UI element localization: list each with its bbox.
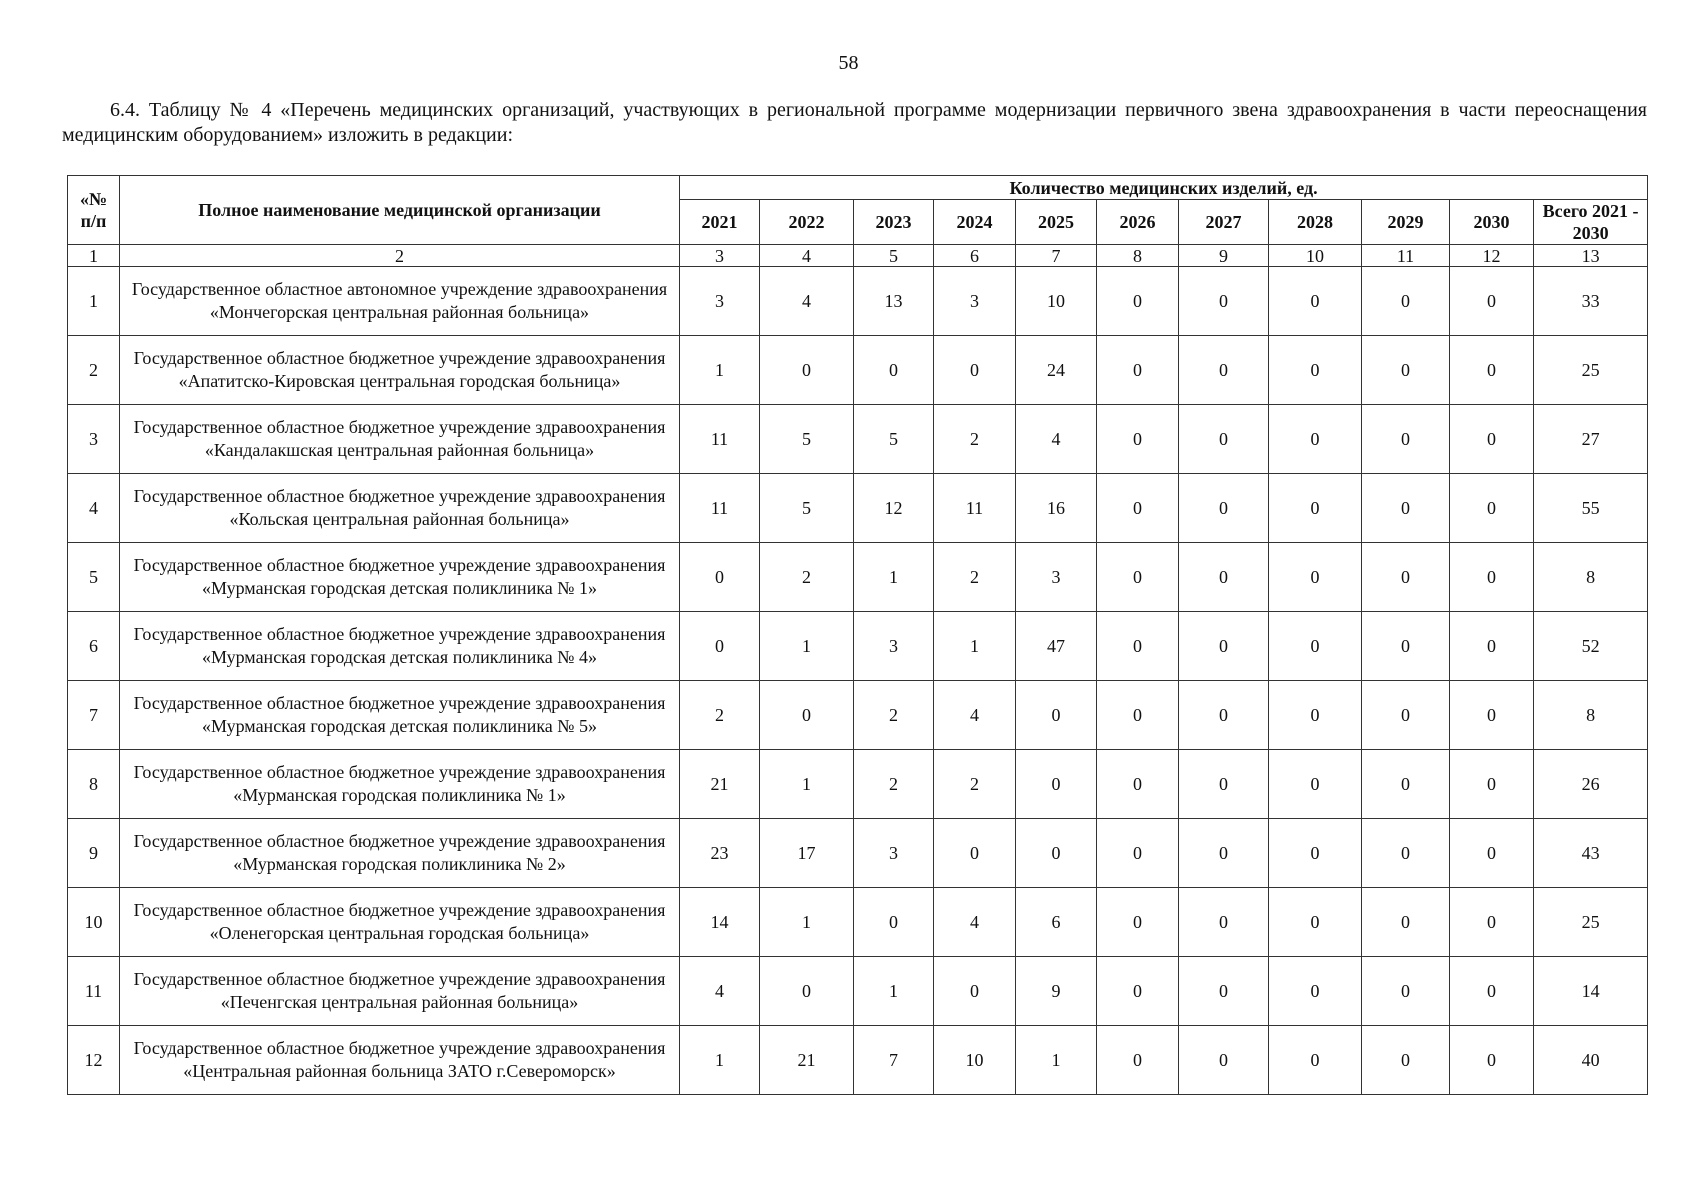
year-value-cell: 0	[1097, 474, 1179, 543]
column-number: 8	[1097, 245, 1179, 267]
year-value-cell: 0	[1269, 474, 1362, 543]
total-cell: 27	[1534, 405, 1648, 474]
year-value-cell: 0	[1362, 819, 1450, 888]
year-value-cell: 2	[854, 681, 934, 750]
year-value-cell: 0	[1269, 957, 1362, 1026]
year-value-cell: 0	[1097, 681, 1179, 750]
year-value-cell: 1	[680, 1026, 760, 1095]
row-number: 9	[68, 819, 120, 888]
year-value-cell: 4	[680, 957, 760, 1026]
year-value-cell: 2	[760, 543, 854, 612]
year-value-cell: 0	[1362, 405, 1450, 474]
year-value-cell: 0	[1179, 1026, 1269, 1095]
year-value-cell: 0	[760, 957, 854, 1026]
table-row	[68, 819, 1648, 888]
year-value-cell: 11	[680, 474, 760, 543]
year-value-cell: 4	[760, 267, 854, 336]
organization-name: Государственное областное бюджетное учреждение здравоохранения «Мурманская городская детская поликлиника № 1»	[120, 543, 680, 612]
year-value-cell: 0	[1269, 750, 1362, 819]
year-value-cell: 4	[934, 681, 1016, 750]
header-year: 2021	[680, 200, 760, 245]
header-year: 2026	[1097, 200, 1179, 245]
year-value-cell: 0	[1097, 888, 1179, 957]
year-value-cell: 0	[934, 336, 1016, 405]
year-value-cell: 0	[1179, 957, 1269, 1026]
medical-organizations-table	[67, 175, 1648, 1095]
table-row	[68, 267, 1648, 336]
year-value-cell: 13	[854, 267, 934, 336]
year-value-cell: 0	[1450, 957, 1534, 1026]
header-year: 2022	[760, 200, 854, 245]
organization-name: Государственное областное бюджетное учреждение здравоохранения «Кольская центральная районная больница»	[120, 474, 680, 543]
year-value-cell: 0	[1362, 888, 1450, 957]
column-number: 3	[680, 245, 760, 267]
year-value-cell: 0	[1362, 957, 1450, 1026]
year-value-cell: 7	[854, 1026, 934, 1095]
intro-paragraph: 6.4. Таблицу № 4 «Перечень медицинских организаций, участвующих в региональной программе модернизации первичного звена здравоохранения в части переоснащения медицинским оборудованием» изложить в редакции:	[62, 99, 1647, 146]
year-value-cell: 11	[680, 405, 760, 474]
header-year: 2023	[854, 200, 934, 245]
organization-name: Государственное областное бюджетное учреждение здравоохранения «Оленегорская центральная городская больница»	[120, 888, 680, 957]
total-cell: 8	[1534, 543, 1648, 612]
year-value-cell: 2	[680, 681, 760, 750]
row-number: 7	[68, 681, 120, 750]
year-value-cell: 0	[1450, 1026, 1534, 1095]
year-value-cell: 0	[1450, 888, 1534, 957]
year-value-cell: 0	[1450, 543, 1534, 612]
table-row	[68, 1026, 1648, 1095]
year-value-cell: 0	[1362, 336, 1450, 405]
column-number: 6	[934, 245, 1016, 267]
table-row	[68, 405, 1648, 474]
year-value-cell: 1	[760, 612, 854, 681]
header-year: 2029	[1362, 200, 1450, 245]
year-value-cell: 1	[760, 888, 854, 957]
row-number: 2	[68, 336, 120, 405]
year-value-cell: 0	[1450, 405, 1534, 474]
row-number: 1	[68, 267, 120, 336]
year-value-cell: 0	[1097, 612, 1179, 681]
year-value-cell: 0	[1097, 543, 1179, 612]
year-value-cell: 0	[1362, 750, 1450, 819]
total-cell: 25	[1534, 888, 1648, 957]
year-value-cell: 0	[1016, 750, 1097, 819]
year-value-cell: 0	[1179, 750, 1269, 819]
year-value-cell: 3	[854, 819, 934, 888]
table-row	[68, 336, 1648, 405]
organization-name: Государственное областное бюджетное учреждение здравоохранения «Мурманская городская поликлиника № 1»	[120, 750, 680, 819]
year-value-cell: 0	[1179, 612, 1269, 681]
year-value-cell: 0	[1450, 819, 1534, 888]
column-number: 4	[760, 245, 854, 267]
year-value-cell: 0	[1269, 267, 1362, 336]
year-value-cell: 0	[1097, 405, 1179, 474]
total-cell: 40	[1534, 1026, 1648, 1095]
year-value-cell: 0	[1269, 1026, 1362, 1095]
year-value-cell: 23	[680, 819, 760, 888]
organization-name: Государственное областное бюджетное учреждение здравоохранения «Центральная районная больница ЗАТО г.Североморск»	[120, 1026, 680, 1095]
table-body	[68, 245, 1648, 1095]
year-value-cell: 0	[1269, 681, 1362, 750]
year-value-cell: 10	[934, 1026, 1016, 1095]
year-value-cell: 0	[1097, 750, 1179, 819]
organization-name: Государственное областное бюджетное учреждение здравоохранения «Мурманская городская детская поликлиника № 5»	[120, 681, 680, 750]
year-value-cell: 2	[854, 750, 934, 819]
year-value-cell: 1	[760, 750, 854, 819]
year-value-cell: 24	[1016, 336, 1097, 405]
year-value-cell: 0	[1179, 681, 1269, 750]
year-value-cell: 0	[1362, 267, 1450, 336]
year-value-cell: 6	[1016, 888, 1097, 957]
organization-name: Государственное областное бюджетное учреждение здравоохранения «Мурманская городская детская поликлиника № 4»	[120, 612, 680, 681]
table-row	[68, 612, 1648, 681]
year-value-cell: 9	[1016, 957, 1097, 1026]
table-row	[68, 543, 1648, 612]
header-quantity: Количество медицинских изделий, ед.	[680, 176, 1648, 200]
year-value-cell: 0	[1362, 681, 1450, 750]
row-number: 5	[68, 543, 120, 612]
year-value-cell: 0	[1016, 819, 1097, 888]
column-number: 10	[1269, 245, 1362, 267]
header-year: 2028	[1269, 200, 1362, 245]
year-value-cell: 0	[1179, 336, 1269, 405]
year-value-cell: 0	[1450, 336, 1534, 405]
year-value-cell: 0	[1269, 543, 1362, 612]
year-value-cell: 0	[1097, 957, 1179, 1026]
year-value-cell: 0	[934, 957, 1016, 1026]
year-value-cell: 0	[1179, 819, 1269, 888]
year-value-cell: 4	[1016, 405, 1097, 474]
year-value-cell: 0	[854, 336, 934, 405]
header-num: «№ п/п	[68, 176, 120, 245]
year-value-cell: 0	[1450, 474, 1534, 543]
year-value-cell: 0	[760, 681, 854, 750]
year-value-cell: 1	[854, 957, 934, 1026]
column-number: 7	[1016, 245, 1097, 267]
year-value-cell: 5	[760, 405, 854, 474]
total-cell: 25	[1534, 336, 1648, 405]
column-number: 2	[120, 245, 680, 267]
year-value-cell: 0	[1362, 474, 1450, 543]
table-row	[68, 750, 1648, 819]
header-year: 2027	[1179, 200, 1269, 245]
year-value-cell: 0	[1450, 681, 1534, 750]
table-row	[68, 474, 1648, 543]
year-value-cell: 0	[1269, 819, 1362, 888]
column-number: 5	[854, 245, 934, 267]
column-number: 9	[1179, 245, 1269, 267]
column-number: 13	[1534, 245, 1648, 267]
year-value-cell: 0	[680, 612, 760, 681]
column-numbers-row	[68, 245, 1648, 267]
year-value-cell: 14	[680, 888, 760, 957]
year-value-cell: 0	[854, 888, 934, 957]
year-value-cell: 0	[760, 336, 854, 405]
year-value-cell: 0	[1362, 543, 1450, 612]
total-cell: 43	[1534, 819, 1648, 888]
year-value-cell: 21	[680, 750, 760, 819]
organization-name: Государственное областное бюджетное учреждение здравоохранения «Кандалакшская центральная районная больница»	[120, 405, 680, 474]
total-cell: 26	[1534, 750, 1648, 819]
row-number: 11	[68, 957, 120, 1026]
page-number: 58	[838, 52, 859, 74]
year-value-cell: 5	[760, 474, 854, 543]
year-value-cell: 2	[934, 750, 1016, 819]
year-value-cell: 2	[934, 543, 1016, 612]
year-value-cell: 16	[1016, 474, 1097, 543]
header-total: Всего 2021 - 2030	[1534, 200, 1648, 245]
year-value-cell: 0	[1450, 612, 1534, 681]
year-value-cell: 0	[934, 819, 1016, 888]
header-year: 2025	[1016, 200, 1097, 245]
row-number: 6	[68, 612, 120, 681]
year-value-cell: 0	[1269, 336, 1362, 405]
year-value-cell: 0	[1097, 1026, 1179, 1095]
header-name: Полное наименование медицинской организации	[120, 176, 680, 245]
year-value-cell: 0	[1179, 405, 1269, 474]
year-value-cell: 2	[934, 405, 1016, 474]
year-value-cell: 0	[1269, 888, 1362, 957]
table-row	[68, 681, 1648, 750]
year-value-cell: 0	[1179, 888, 1269, 957]
organization-name: Государственное областное автономное учреждение здравоохранения «Мончегорская центральная районная больница»	[120, 267, 680, 336]
year-value-cell: 1	[854, 543, 934, 612]
year-value-cell: 1	[1016, 1026, 1097, 1095]
total-cell: 55	[1534, 474, 1648, 543]
organization-name: Государственное областное бюджетное учреждение здравоохранения «Апатитско-Кировская центральная городская больница»	[120, 336, 680, 405]
row-number: 3	[68, 405, 120, 474]
year-value-cell: 1	[934, 612, 1016, 681]
year-value-cell: 3	[854, 612, 934, 681]
year-value-cell: 12	[854, 474, 934, 543]
column-number: 1	[68, 245, 120, 267]
year-value-cell: 0	[1269, 612, 1362, 681]
total-cell: 52	[1534, 612, 1648, 681]
year-value-cell: 10	[1016, 267, 1097, 336]
header-year: 2024	[934, 200, 1016, 245]
year-value-cell: 0	[1097, 336, 1179, 405]
year-value-cell: 0	[1016, 681, 1097, 750]
year-value-cell: 0	[1179, 267, 1269, 336]
year-value-cell: 0	[1269, 405, 1362, 474]
organization-name: Государственное областное бюджетное учреждение здравоохранения «Мурманская городская поликлиника № 2»	[120, 819, 680, 888]
column-number: 12	[1450, 245, 1534, 267]
year-value-cell: 47	[1016, 612, 1097, 681]
year-value-cell: 17	[760, 819, 854, 888]
year-value-cell: 3	[1016, 543, 1097, 612]
year-value-cell: 0	[1097, 819, 1179, 888]
year-value-cell: 0	[1450, 267, 1534, 336]
year-value-cell: 0	[1362, 1026, 1450, 1095]
year-value-cell: 1	[680, 336, 760, 405]
year-value-cell: 3	[680, 267, 760, 336]
total-cell: 8	[1534, 681, 1648, 750]
table-row	[68, 957, 1648, 1026]
year-value-cell: 3	[934, 267, 1016, 336]
row-number: 10	[68, 888, 120, 957]
year-value-cell: 4	[934, 888, 1016, 957]
table-row	[68, 888, 1648, 957]
column-number: 11	[1362, 245, 1450, 267]
row-number: 12	[68, 1026, 120, 1095]
organization-name: Государственное областное бюджетное учреждение здравоохранения «Печенгская центральная районная больница»	[120, 957, 680, 1026]
year-value-cell: 0	[1179, 543, 1269, 612]
year-value-cell: 0	[680, 543, 760, 612]
year-value-cell: 21	[760, 1026, 854, 1095]
year-value-cell: 0	[1450, 750, 1534, 819]
row-number: 8	[68, 750, 120, 819]
year-value-cell: 0	[1362, 612, 1450, 681]
row-number: 4	[68, 474, 120, 543]
total-cell: 14	[1534, 957, 1648, 1026]
header-year: 2030	[1450, 200, 1534, 245]
year-value-cell: 0	[1097, 267, 1179, 336]
year-value-cell: 11	[934, 474, 1016, 543]
total-cell: 33	[1534, 267, 1648, 336]
year-value-cell: 5	[854, 405, 934, 474]
year-value-cell: 0	[1179, 474, 1269, 543]
